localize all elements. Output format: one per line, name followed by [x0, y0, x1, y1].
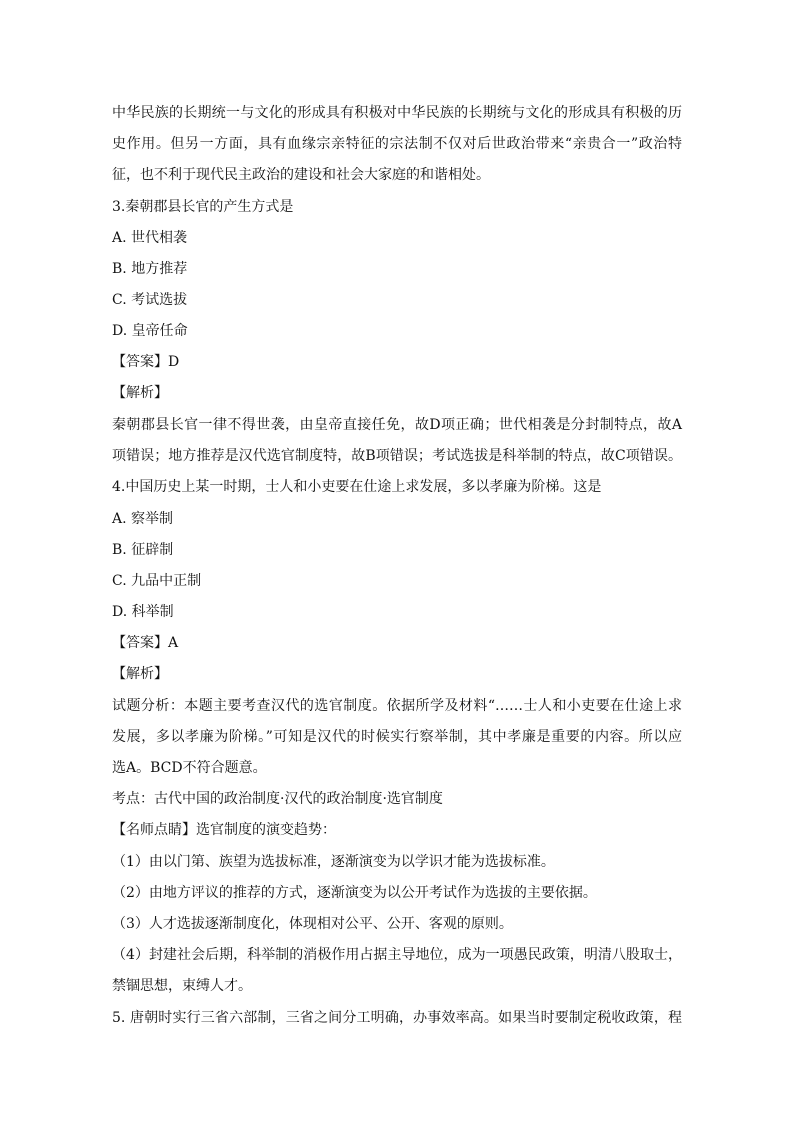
question-4-tip-1: （1）由以门第、族望为选拔标准，逐渐演变为以学识才能为选拔标准。 — [112, 854, 555, 870]
question-4-analysis-label: 【解析】 — [112, 666, 168, 682]
question-4-analysis-line-1: 试题分析：本题主要考查汉代的选官制度。依据所学及材料“……士人和小吏要在仕途上求 — [112, 698, 682, 714]
question-4-tip-2: （2）由地方评议的推荐的方式，逐渐演变为以公开考试作为选拔的主要依据。 — [112, 885, 597, 901]
question-3-analysis-line-2: 项错误；地方推荐是汉代选官制度特，故B项错误；考试选拔是科举制的特点，故C项错误。 — [112, 448, 682, 464]
question-4-tip-4: （4）封建社会后期，科举制的消极作用占据主导地位，成为一项愚民政策，明清八股取士， — [112, 947, 682, 963]
question-4-option-d: D. 科举制 — [112, 604, 174, 620]
intro-line-2: 史作用。但另一方面，具有血缘宗亲特征的宗法制不仅对后世政治带来“亲贵合一”政治特 — [112, 136, 682, 152]
question-3-answer: 【答案】D — [112, 354, 180, 370]
question-3-option-d: D. 皇帝任命 — [112, 323, 188, 339]
question-4-analysis-line-3: 选A。BCD不符合题意。 — [112, 760, 267, 776]
question-5-stem: 5. 唐朝时实行三省六部制，三省之间分工明确，办事效率高。如果当时要制定税收政策，程 — [112, 1010, 682, 1026]
question-4-answer: 【答案】A — [112, 635, 179, 651]
intro-line-3: 征，也不利于现代民主政治的建设和社会大家庭的和谐相处。 — [112, 167, 490, 183]
question-3-option-b: B. 地方推荐 — [112, 261, 188, 277]
question-4-kaodian: 考点：古代中国的政治制度·汉代的政治制度·选官制度 — [112, 791, 443, 807]
question-4-option-c: C. 九品中正制 — [112, 573, 202, 589]
question-4-tip-5: 禁锢思想，束缚人才。 — [112, 978, 252, 994]
question-4-tip-3: （3）人才选拔逐渐制度化，体现相对公平、公开、客观的原则。 — [112, 916, 513, 932]
question-3-option-c: C. 考试选拔 — [112, 292, 188, 308]
question-4-tip-title: 【名师点睛】选官制度的演变趋势： — [112, 822, 336, 838]
question-3-analysis-line-1: 秦朝郡县长官一律不得世袭，由皇帝直接任免，故D项正确；世代相袭是分封制特点，故A — [112, 417, 682, 433]
question-4-option-a: A. 察举制 — [112, 511, 174, 527]
question-3-option-a: A. 世代相袭 — [112, 230, 188, 246]
intro-line-1: 中华民族的长期统一与文化的形成具有积极对中华民族的长期统与文化的形成具有积极的历 — [112, 105, 682, 121]
question-3-stem: 3.秦朝郡县长官的产生方式是 — [112, 199, 294, 215]
question-4-stem: 4.中国历史上某一时期，士人和小吏要在仕途上求发展，多以孝廉为阶梯。这是 — [112, 479, 602, 495]
question-4-option-b: B. 征辟制 — [112, 542, 174, 558]
question-4-analysis-line-2: 发展，多以孝廉为阶梯。”可知是汉代的时候实行察举制，其中孝廉是重要的内容。所以应 — [112, 729, 682, 745]
question-3-analysis-label: 【解析】 — [112, 385, 168, 401]
